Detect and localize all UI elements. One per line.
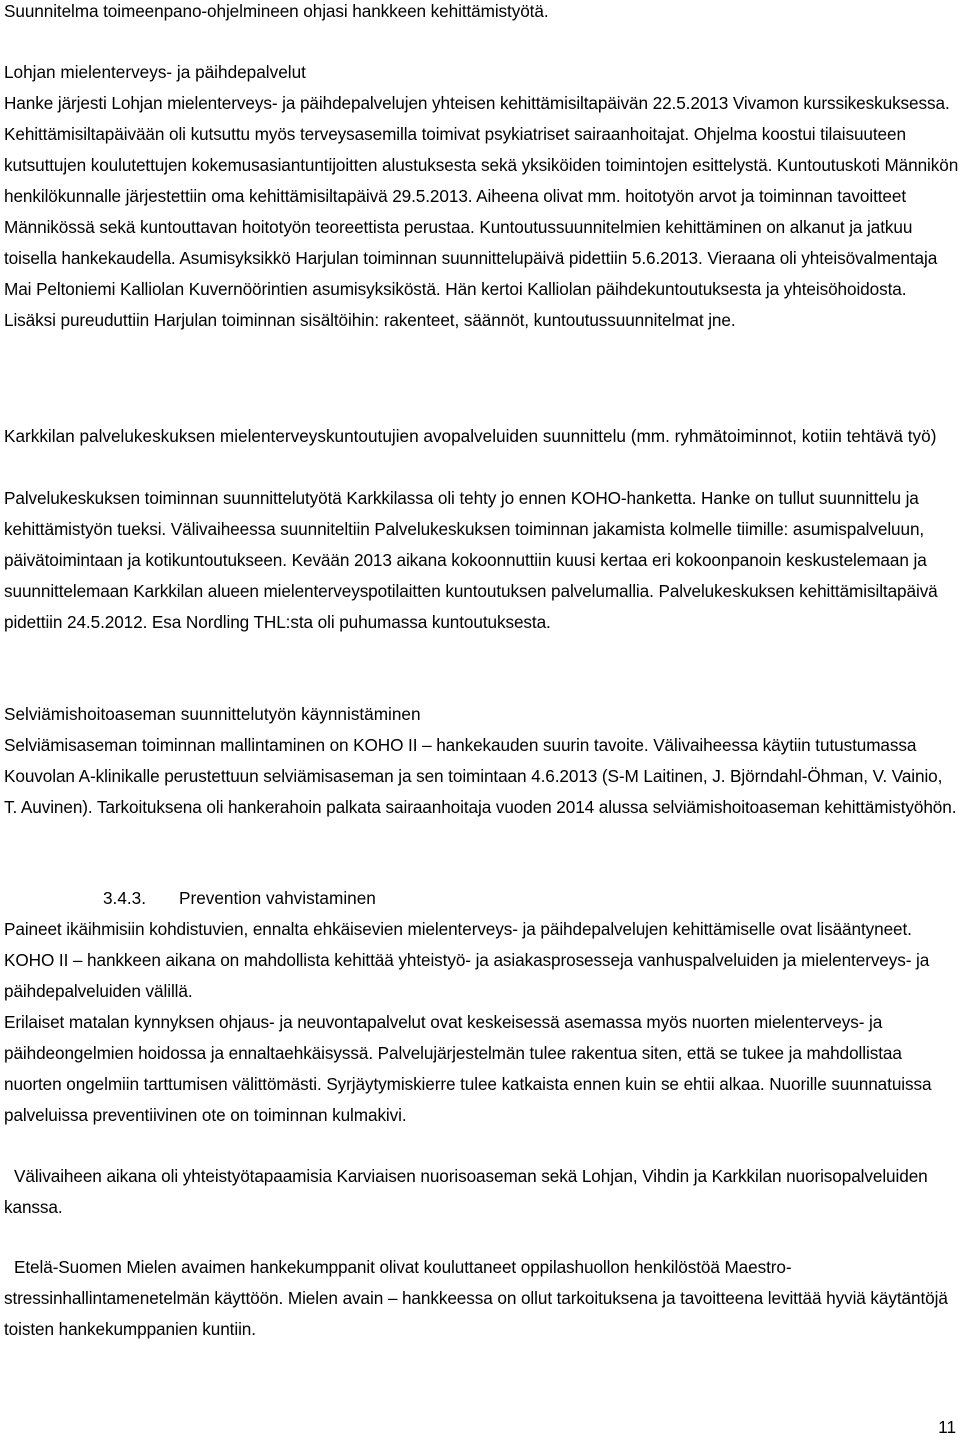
subsection-number: 3.4.3. bbox=[103, 888, 147, 908]
prevention-paragraph-4: Etelä-Suomen Mielen avaimen hankekumppanit olivat kouluttaneet oppilashuollon henkilöstöä Maestro-stressinhallintamenetelmän käyttöön. Mielen avain – hankkeessa on ollut tarkoituksena ja tavoitteena levittää hyviä käytäntöjä toisten hankekumppanien kuntiin. bbox=[4, 1257, 948, 1339]
intro-paragraph: Suunnitelma toimeenpano-ohjelmineen ohjasi hankkeen kehittämistyötä. bbox=[4, 1, 549, 21]
section-heading-karkkila: Karkkilan palvelukeskuksen mielenterveyskuntoutujien avopalveluiden suunnittelu (mm. ryhmätoiminnot, kotiin tehtävä työ) bbox=[4, 426, 937, 446]
section-heading-selviamis: Selviämishoitoaseman suunnittelutyön käynnistäminen bbox=[4, 704, 421, 724]
page-number: 11 bbox=[938, 1417, 956, 1437]
section-body-lohja: Hanke järjesti Lohjan mielenterveys- ja päihdepalvelujen yhteisen kehittämisiltapäivän 22.5.2013 Vivamon kurssikeskuksessa. Kehittämisiltapäivään oli kutsuttu myös terveysasemilla toimivat psykiatriset sairaanhoitajat. Ohjelma koostui tilaisuuteen kutsuttujen koulutettujen kokemusasiantuntijoitten alustuksesta sekä yksiköiden toimintojen esittelystä. Kuntoutuskoti Männikön henkilökunnalle järjestettiin oma kehittämisiltapäivä 29.5.2013. Aiheena olivat mm. hoitotyön arvot ja toiminnan tavoitteet Männikössä sekä kuntouttavan hoitotyön teoreettista perustaa. Kuntoutussuunnitelmien kehittäminen on alkanut ja jatkuu toisella hankekaudella. Asumisyksikkö Harjulan toiminnan suunnittelupäivä pidettiin 5.6.2013. Vieraana oli yhteisövalmentaja Mai Peltoniemi Kalliolan Kuvernöörintien asumisyksiköstä. Hän kertoi Kalliolan päihdekuntoutuksesta ja yhteisöhoidosta. Lisäksi pureuduttiin Harjulan toiminnan sisältöihin: rakenteet, säännöt, kuntoutussuunnitelmat jne. bbox=[4, 93, 959, 330]
section-body-selviamis: Selviämisaseman toiminnan mallintaminen on KOHO II – hankekauden suurin tavoite. Välivaiheessa käytiin tutustumassa Kouvolan A-klinikalle perustettuun selviämisaseman ja sen toimintaan 4.6.2013 (S-M Laitinen, J. Björndahl-Öhman, V. Vainio, T. Auvinen). Tarkoituksena oli hankerahoin palkata sairaanhoitaja vuoden 2014 alussa selviämishoitoaseman kehittämistyöhön. bbox=[4, 735, 957, 817]
prevention-paragraph-3: Välivaiheen aikana oli yhteistyötapaamisia Karviaisen nuorisoaseman sekä Lohjan, Vihdin ja Karkkilan nuorisopalveluiden kanssa. bbox=[4, 1166, 928, 1217]
section-body-karkkila: Palvelukeskuksen toiminnan suunnittelutyötä Karkkilassa oli tehty jo ennen KOHO-hanketta. Hanke on tullut suunnittelu ja kehittämistyön tueksi. Välivaiheessa suunniteltiin Palvelukeskuksen toiminnan jakamista kolmelle tiimille: asumispalveluun, päivätoimintaan ja kotikuntoutukseen. Kevään 2013 aikana kokoonnuttiin kuusi kertaa eri kokoonpanoin keskustelemaan ja suunnittelemaan Karkkilan alueen mielenterveyspotilaitten kuntoutuksen palvelumallia. Palvelukeskuksen kehittämisiltapäivä pidettiin 24.5.2012. Esa Nordling THL:sta oli puhumassa kuntoutuksesta. bbox=[4, 488, 938, 632]
subsection-title: Prevention vahvistaminen bbox=[179, 888, 376, 908]
subsection-heading-prevention bbox=[4, 883, 959, 914]
prevention-paragraph-1: Paineet ikäihmisiin kohdistuvien, ennalta ehkäisevien mielenterveys- ja päihdepalvelujen kehittämiselle ovat lisääntyneet. KOHO II – hankkeen aikana on mahdollista kehittää yhteistyö- ja asiakasprosesseja vanhuspalveluiden ja mielenterveys- ja päihdepalveluiden välillä. bbox=[4, 919, 930, 1001]
prevention-paragraph-2: Erilaiset matalan kynnyksen ohjaus- ja neuvontapalvelut ovat keskeisessä asemassa myös nuorten mielenterveys- ja päihdeongelmien hoidossa ja ennaltaehkäisyssä. Palvelujärjestelmän tulee rakentua siten, että se tukee ja mahdollistaa nuorten ongelmiin tarttumisen välittömästi. Syrjäytymiskierre tulee katkaista ennen kuin se ehtii alkaa. Nuorille suunnatuissa palveluissa preventiivinen ote on toiminnan kulmakivi. bbox=[4, 1012, 932, 1125]
section-heading-lohja: Lohjan mielenterveys- ja päihdepalvelut bbox=[4, 62, 306, 82]
